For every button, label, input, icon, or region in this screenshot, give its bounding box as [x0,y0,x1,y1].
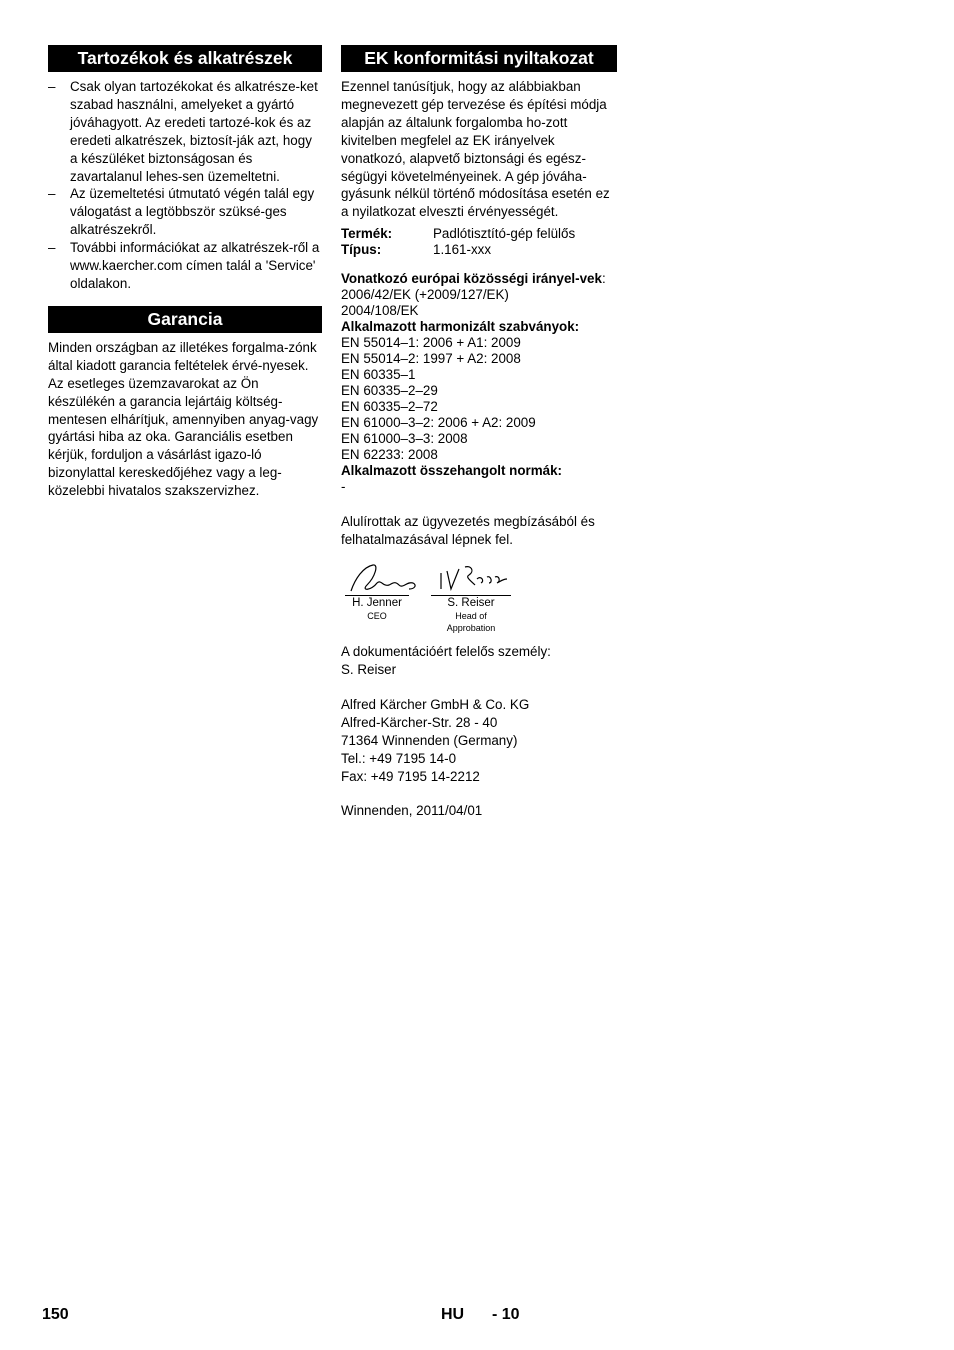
doc-responsible-label: A dokumentációért felelős személy: [341,644,551,660]
place-date: Winnenden, 2011/04/01 [341,803,483,819]
conformity-intro: Ezennel tanúsítjuk, hogy az alábbiakban megnevezett gép tervezése és építési módja alapján az általunk forgalomba ho-zott kivitelben megfelel az EK irányelvek vonatkozó, alapvető biztonsági és egész-ségügyi követelményeinek. A gép jóváha-gyásunk nélkül történő módosítása esetén ez a nyilatkozat elveszti érvényességét. [341,79,610,220]
standards-block [341,271,617,495]
address-line: Alfred Kärcher GmbH & Co. KG [341,696,530,712]
address-line: 71364 Winnenden (Germany) [341,732,518,748]
address-line: Tel.: +49 7195 14-0 [341,750,457,766]
list-item: – Csak olyan tartozékokat és alkatrésze-ket szabad használni, amelyeket a gyártó jóváhagyott. Az eredeti tartozé-kok és az eredeti alkatrészek, biztosít-ják azt, hogy a készüléket biztonságosan és zavartalanul lehes-sen üzemeltetni. [48,78,322,185]
conformity-heading: EK konformitási nyiltakozat [341,45,617,72]
signature-reiser [431,561,511,634]
directive-item: 2004/108/EK [341,303,419,319]
signatures [341,561,617,634]
directive-item: 2006/42/EK (+2009/127/EK) [341,287,509,303]
place-date-block [341,802,617,820]
accessories-list [48,78,322,293]
signatory-role: Head of Approbation [446,611,496,634]
product-row [341,226,617,242]
signatory-role: CEO [367,611,387,622]
sub-page-number: - 10 [492,1306,520,1323]
signature-jenner [345,561,409,622]
standards-label: Alkalmazott harmonizált szabványok: [341,319,580,335]
standard-item: EN 62233: 2008 [341,447,438,463]
signature-reiser-icon [431,561,511,595]
standard-item: EN 61000–3–3: 2008 [341,431,468,447]
type-value: 1.161-xxx [433,242,492,258]
warranty-text: Minden országban az illetékes forgalma-zónk által kiadott garancia feltételek érvé-nyesek. Az esetleges üzemzavarokat az Ön készülékén a garancia lejártáig költség-mentesen elhárítjuk, amennyiben anyag-vagy gyártási hiba az oka. Garanciális esetben kérjük, forduljon a vásárlást igazo-ló bizonylattal kereskedőjéhez vagy a leg-közelebbi hivatalos szakszervizhez. [48,339,319,499]
accessories-heading: Tartozékok és alkatrészek [48,45,322,72]
list-item: – További információkat az alkatrészek-ről a www.kaercher.com címen talál a 'Service' oldalakon. [48,239,322,293]
right-column [341,45,617,820]
doc-responsible [341,643,617,679]
signatory-name: H. Jenner [345,595,409,610]
standard-item: EN 55014–1: 2006 + A1: 2009 [341,335,521,351]
standard-item: EN 60335–1 [341,367,416,383]
product-value: Padlótisztító-gép felülős [433,226,576,242]
list-item: – Az üzemeltetési útmutató végén talál egy válogatást a legtöbbször szüksé-ges alkatrészekről. [48,185,322,239]
directives-label: Vonatkozó európai közösségi irányel-vek [341,271,602,287]
product-spec [341,226,617,258]
signing-text: Alulírottak az ügyvezetés megbízásából és felhatalmazásával lépnek fel. [341,514,595,548]
norms-label: Alkalmazott összehangolt normák: [341,463,562,479]
standard-item: EN 60335–2–72 [341,399,438,415]
product-label: Termék: [341,226,393,242]
page-number: 150 [42,1306,69,1323]
address-line: Alfred-Kärcher-Str. 28 - 40 [341,714,498,730]
norms-value: - [341,479,346,495]
type-row [341,242,617,258]
standard-item: EN 55014–2: 1997 + A2: 2008 [341,351,521,367]
company-address [341,696,617,786]
type-label: Típus: [341,242,382,258]
standard-item: EN 61000–3–2: 2006 + A2: 2009 [341,415,536,431]
directives-heading [341,271,617,287]
signatory-name: S. Reiser [431,595,511,610]
signature-jenner-icon [345,561,425,595]
warranty-heading: Garancia [48,306,322,333]
doc-responsible-name: S. Reiser [341,661,397,677]
directives-colon: : [601,271,606,287]
language-code: HU [441,1306,465,1323]
left-column [48,45,322,500]
standard-item: EN 60335–2–29 [341,383,438,399]
address-line: Fax: +49 7195 14-2212 [341,768,480,784]
